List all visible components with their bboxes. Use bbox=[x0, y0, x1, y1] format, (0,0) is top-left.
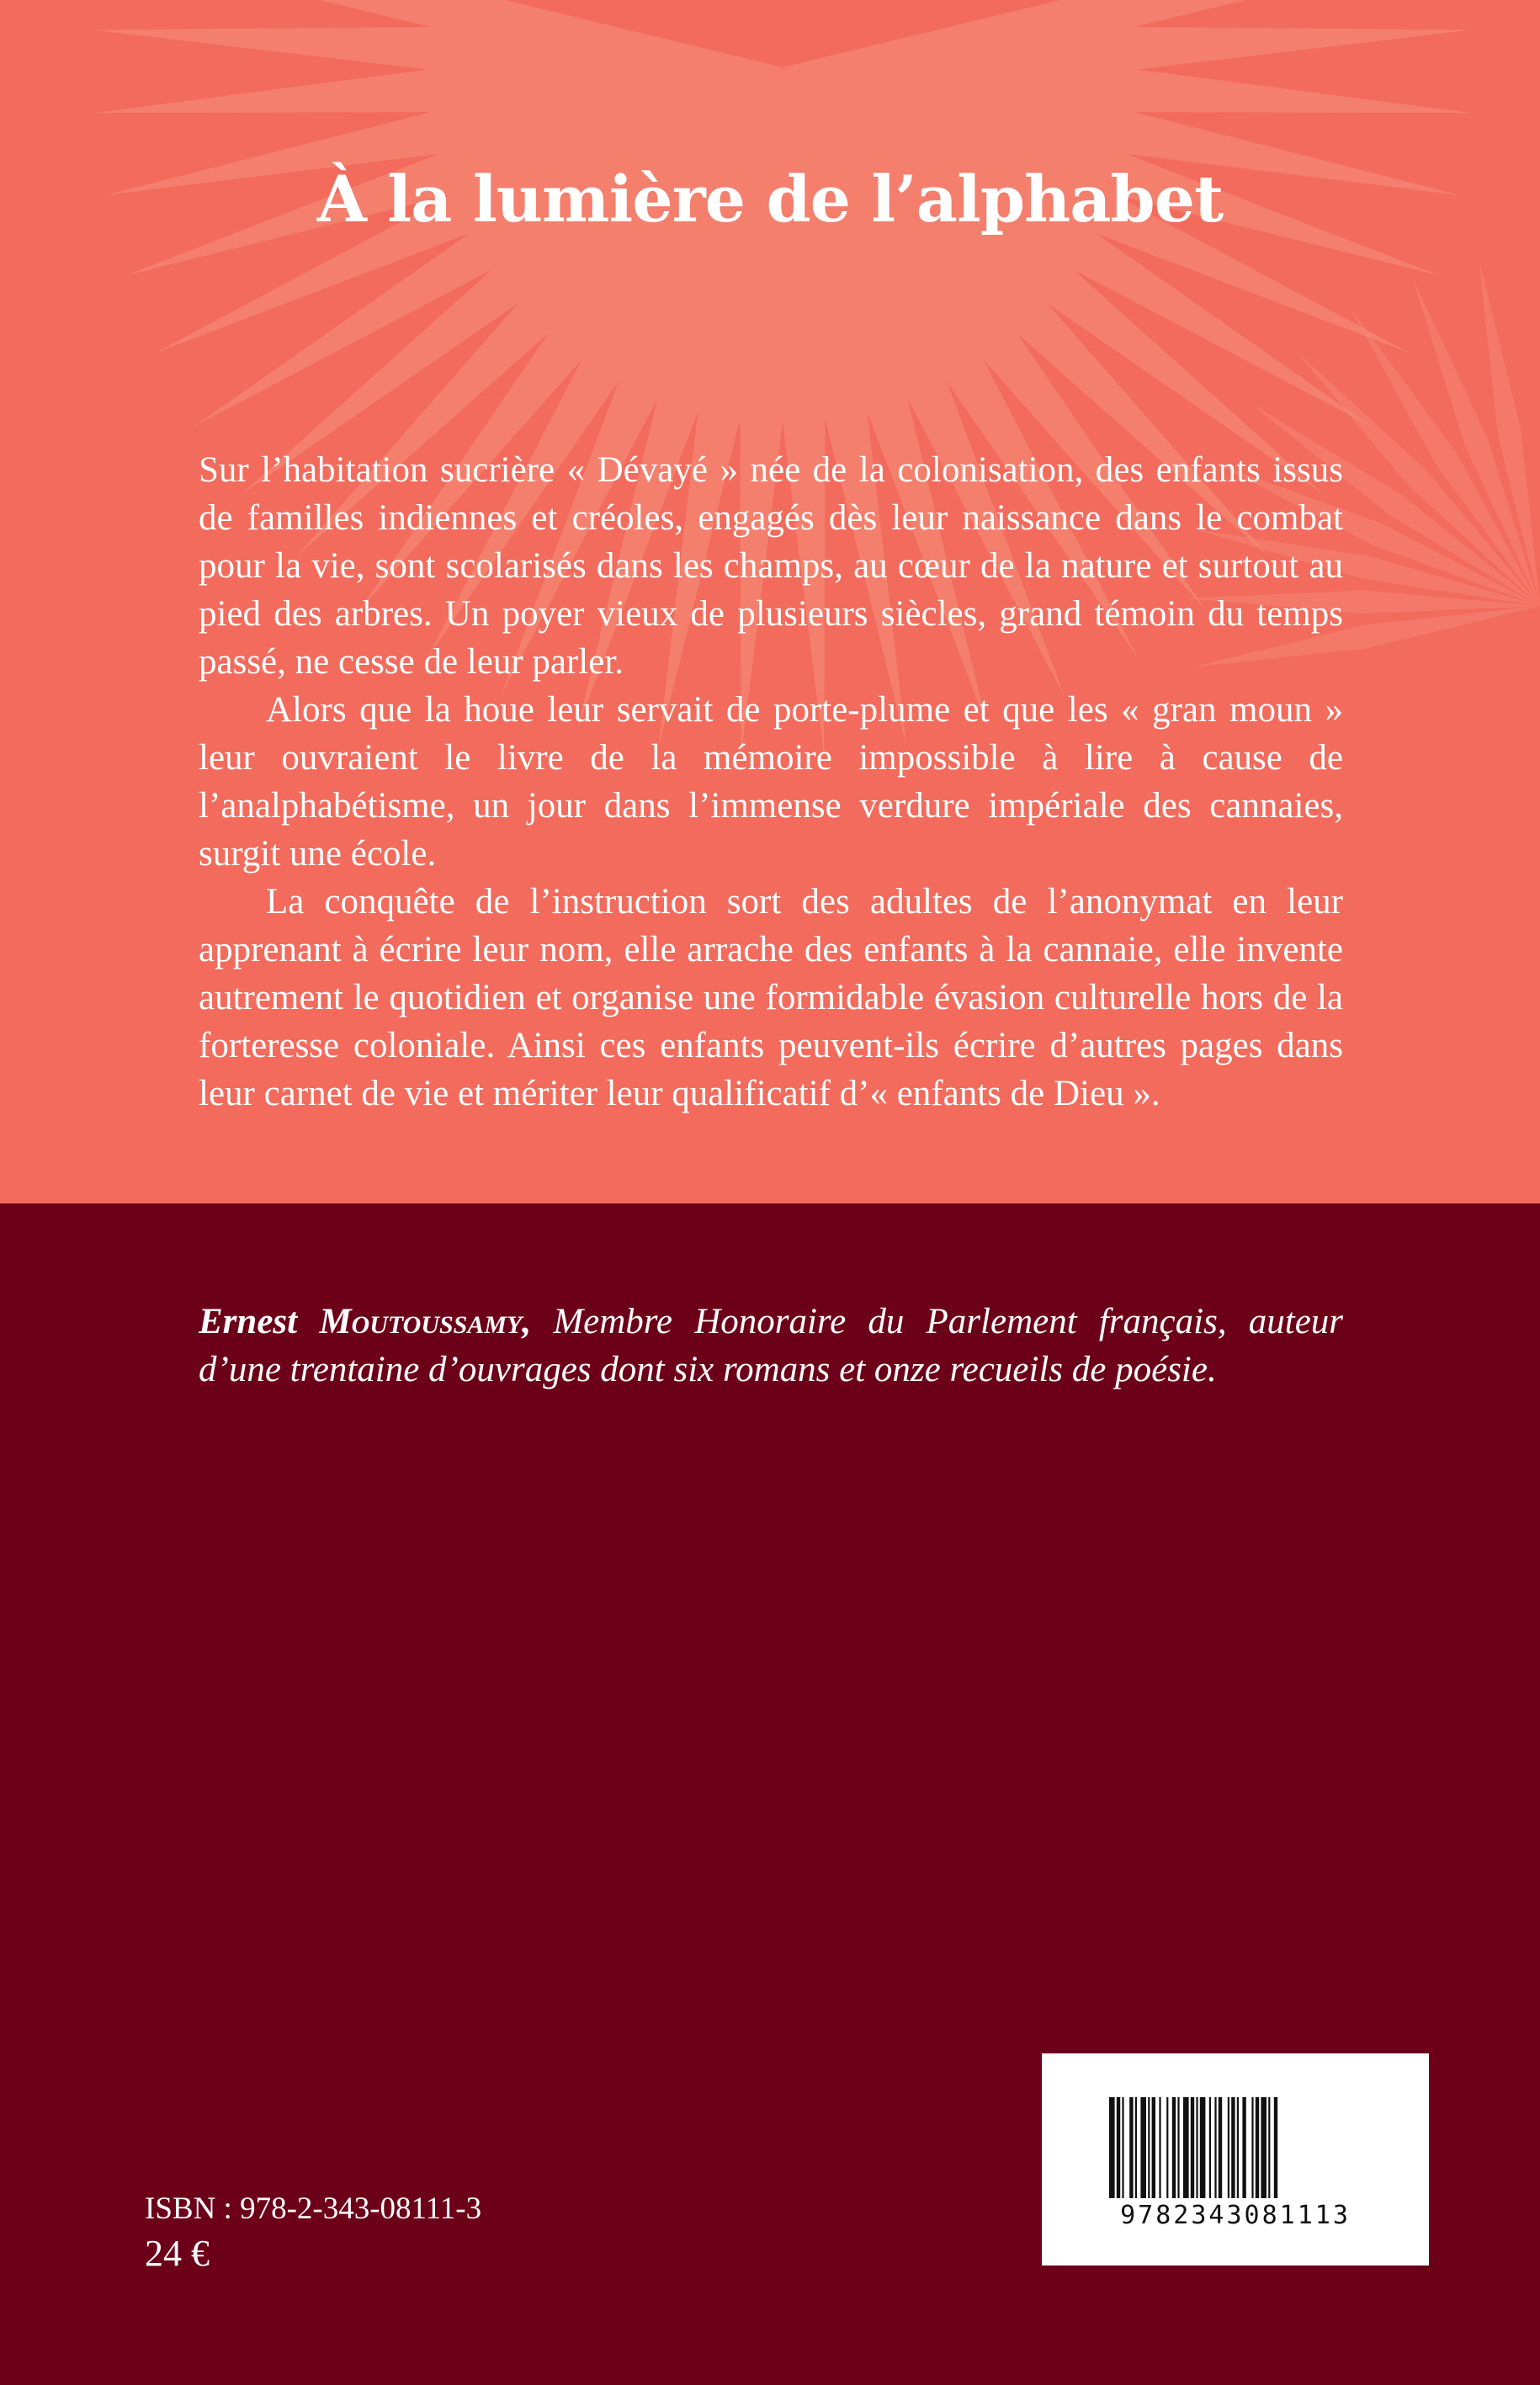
author-first-name: Ernest bbox=[199, 1302, 298, 1341]
author-bio bbox=[199, 1298, 1343, 1394]
blurb-paragraph: Alors que la houe leur servait de porte-plume et que les « gran moun » leur ouvraient le livre de la mémoire impossible à lire à cause de l’analphabétisme, un jour dans l’immense verdure impériale des cannaies, surgit une école. bbox=[199, 690, 1343, 874]
price: 24 € bbox=[145, 2233, 210, 2274]
barcode-bar bbox=[1251, 2097, 1253, 2198]
barcode bbox=[1042, 2053, 1429, 2265]
barcode-bar bbox=[1172, 2097, 1176, 2198]
book-title: À la lumière de l’alphabet bbox=[316, 162, 1224, 236]
barcode-bar bbox=[1196, 2097, 1197, 2198]
barcode-bar bbox=[1261, 2097, 1267, 2198]
barcode-bar bbox=[1109, 2097, 1115, 2198]
barcode-bar bbox=[1159, 2097, 1160, 2198]
blurb-paragraph: Sur l’habitation sucrière « Dévayé » née de la colonisation, des enfants issus de familles indiennes et créoles, engagés dès leur naissance dans le combat pour la vie, sont scolarisés dans les champs, au cœur de la nature et surtout au pied des arbres. Un poyer vieux de plusieurs siècles, grand témoin du temps passé, ne cesse de leur parler. bbox=[199, 450, 1343, 682]
barcode-bar bbox=[1200, 2097, 1206, 2198]
barcode-bar bbox=[1256, 2097, 1259, 2198]
barcode-bar bbox=[1117, 2097, 1120, 2198]
barcode-bar bbox=[1177, 2097, 1179, 2198]
barcode-bar bbox=[1148, 2097, 1150, 2198]
barcode-bar bbox=[1209, 2097, 1211, 2198]
barcode-digits: 9782343081113 bbox=[1120, 2201, 1351, 2230]
cover-bottom-section bbox=[0, 1203, 1540, 2385]
barcode-bar bbox=[1274, 2097, 1277, 2198]
barcode-bar bbox=[1122, 2097, 1123, 2198]
barcode-bar bbox=[1228, 2097, 1229, 2198]
book-blurb bbox=[199, 446, 1343, 1118]
barcode-bar bbox=[1231, 2097, 1235, 2198]
isbn-number: ISBN : 978-2-343-08111-3 bbox=[145, 2191, 482, 2226]
author-bio-text: Membre Honoraire du Parlement français, auteur d’une trentaine d’ouvrages dont six romans et onze recueils de poésie. bbox=[199, 1302, 1344, 1389]
barcode-bar bbox=[1183, 2097, 1189, 2198]
author-last-name: Moutoussamy, bbox=[319, 1302, 532, 1341]
barcode-bar bbox=[1242, 2097, 1245, 2198]
barcode-bar bbox=[1237, 2097, 1239, 2198]
barcode-bar bbox=[1219, 2097, 1222, 2198]
blurb-paragraph: La conquête de l’instruction sort des adultes de l’anonymat en leur apprenant à écrire leur nom, elle arrache des enfants à la cannaie, elle invente autrement le quotidien et organise une formidable évasion culturelle hors de la forteresse coloniale. Ainsi ces enfants peuvent-ils écrire d’autres pages dans leur carnet de vie et mériter leur qualificatif d’« enfants de Dieu ». bbox=[199, 882, 1343, 1113]
barcode-bar bbox=[1191, 2097, 1194, 2198]
barcode-bar bbox=[1140, 2097, 1146, 2198]
barcode-bar bbox=[1268, 2097, 1270, 2198]
barcode-bar bbox=[1129, 2097, 1133, 2198]
barcode-bar bbox=[1135, 2097, 1137, 2198]
barcode-bar bbox=[1152, 2097, 1155, 2198]
barcode-bar bbox=[1166, 2097, 1168, 2198]
barcode-bar bbox=[1214, 2097, 1216, 2198]
barcode-icon bbox=[1109, 2097, 1362, 2198]
